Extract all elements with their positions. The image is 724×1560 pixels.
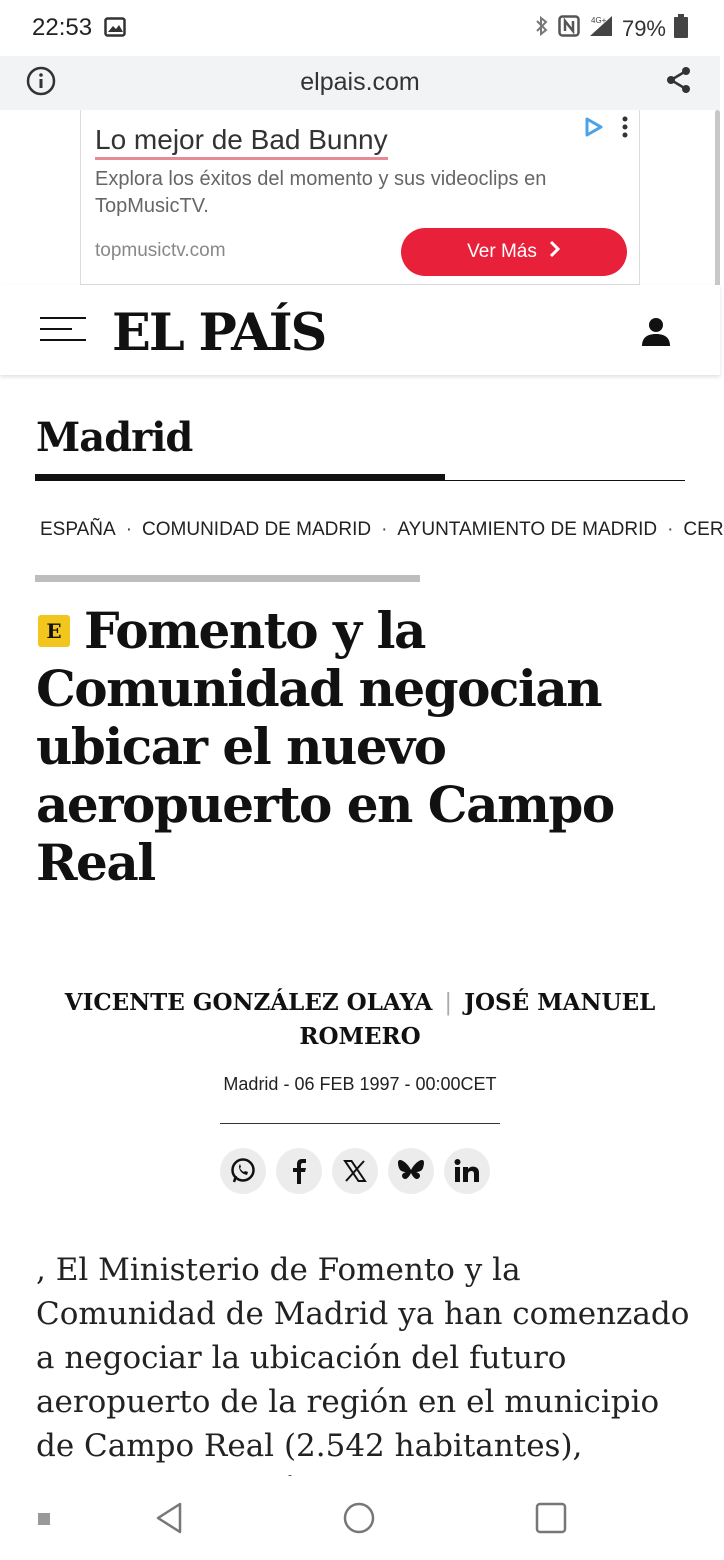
- chevron-right-icon: [549, 240, 561, 264]
- nfc-icon: [558, 15, 580, 42]
- user-account-icon[interactable]: [642, 317, 670, 352]
- ad-choices-icon[interactable]: [583, 116, 605, 143]
- subnav-item-cercanias[interactable]: CER: [683, 519, 724, 540]
- headline-divider: [35, 575, 420, 582]
- recents-icon[interactable]: [535, 1502, 567, 1539]
- subnav-item-comunidad[interactable]: COMUNIDAD DE MADRID: [142, 519, 372, 540]
- nav-indicator-icon: [38, 1513, 50, 1525]
- whatsapp-icon[interactable]: [220, 1148, 266, 1194]
- article-headline: Fomento y la Comunidad negocian ubicar el nuevo aeropuerto en Campo Real: [36, 601, 614, 892]
- ad-description: Explora los éxitos del momento y sus videoclips en TopMusicTV.: [95, 168, 547, 217]
- system-nav-bar: [0, 1476, 720, 1560]
- article-dateline: Madrid - 06 FEB 1997 - 00:00CET: [223, 1074, 497, 1094]
- browser-url-bar: [0, 56, 720, 110]
- section-divider: [35, 474, 445, 481]
- subnav-item-ayuntamiento[interactable]: AYUNTAMIENTO DE MADRID: [397, 519, 658, 540]
- signal-4g-icon: [588, 14, 614, 43]
- bluetooth-icon: [534, 15, 550, 42]
- linkedin-icon[interactable]: [444, 1148, 490, 1194]
- subnav-item-espana[interactable]: ESPAÑA: [40, 519, 116, 540]
- advertisement-banner[interactable]: [80, 110, 640, 285]
- section-subnav: ESPAÑA · COMUNIDAD DE MADRID · AYUNTAMIENTO DE MADRID · CER: [40, 519, 724, 540]
- battery-icon: [674, 14, 688, 43]
- section-divider-thin: [445, 480, 685, 481]
- ad-menu-icon[interactable]: [621, 116, 629, 143]
- archive-badge-icon: E: [38, 615, 70, 647]
- article-bylines: VICENTE GONZÁLEZ OLAYA | JOSÉ MANUEL ROMERO: [64, 989, 656, 1050]
- battery-percent: 79%: [621, 15, 666, 41]
- ad-cta-label: Ver Más: [467, 241, 537, 262]
- status-time: 22:53: [32, 14, 93, 41]
- article-body: , El Ministerio de Fomento y la Comunidad de Madrid ya han comenzado a negociar la ubicación del futuro aeropuerto de la región en el municipio de Campo Real (2.542 habitantes),: [36, 1252, 690, 1464]
- dateline-divider: [220, 1123, 500, 1124]
- facebook-icon[interactable]: [276, 1148, 322, 1194]
- ad-cta-button[interactable]: [401, 228, 627, 276]
- bluesky-icon[interactable]: [388, 1148, 434, 1194]
- svg-text:4G+: 4G+: [590, 16, 607, 25]
- share-buttons: [220, 1148, 490, 1194]
- section-title[interactable]: Madrid: [36, 414, 193, 461]
- back-icon[interactable]: [154, 1502, 184, 1539]
- site-header: [0, 285, 720, 375]
- ad-title[interactable]: Lo mejor de Bad Bunny: [95, 124, 388, 160]
- share-icon[interactable]: [666, 66, 692, 99]
- home-icon[interactable]: [343, 1502, 375, 1539]
- url-text[interactable]: elpais.com: [300, 68, 420, 96]
- status-bar: [0, 0, 720, 56]
- x-icon[interactable]: [332, 1148, 378, 1194]
- site-logo[interactable]: EL PAÍS: [112, 303, 326, 363]
- image-icon: [104, 17, 126, 42]
- ad-domain: topmusictv.com: [95, 240, 226, 261]
- author-name[interactable]: JOSÉ MANUEL ROMERO: [299, 989, 656, 1050]
- menu-icon[interactable]: [40, 317, 86, 341]
- author-name[interactable]: VICENTE GONZÁLEZ OLAYA: [64, 989, 433, 1016]
